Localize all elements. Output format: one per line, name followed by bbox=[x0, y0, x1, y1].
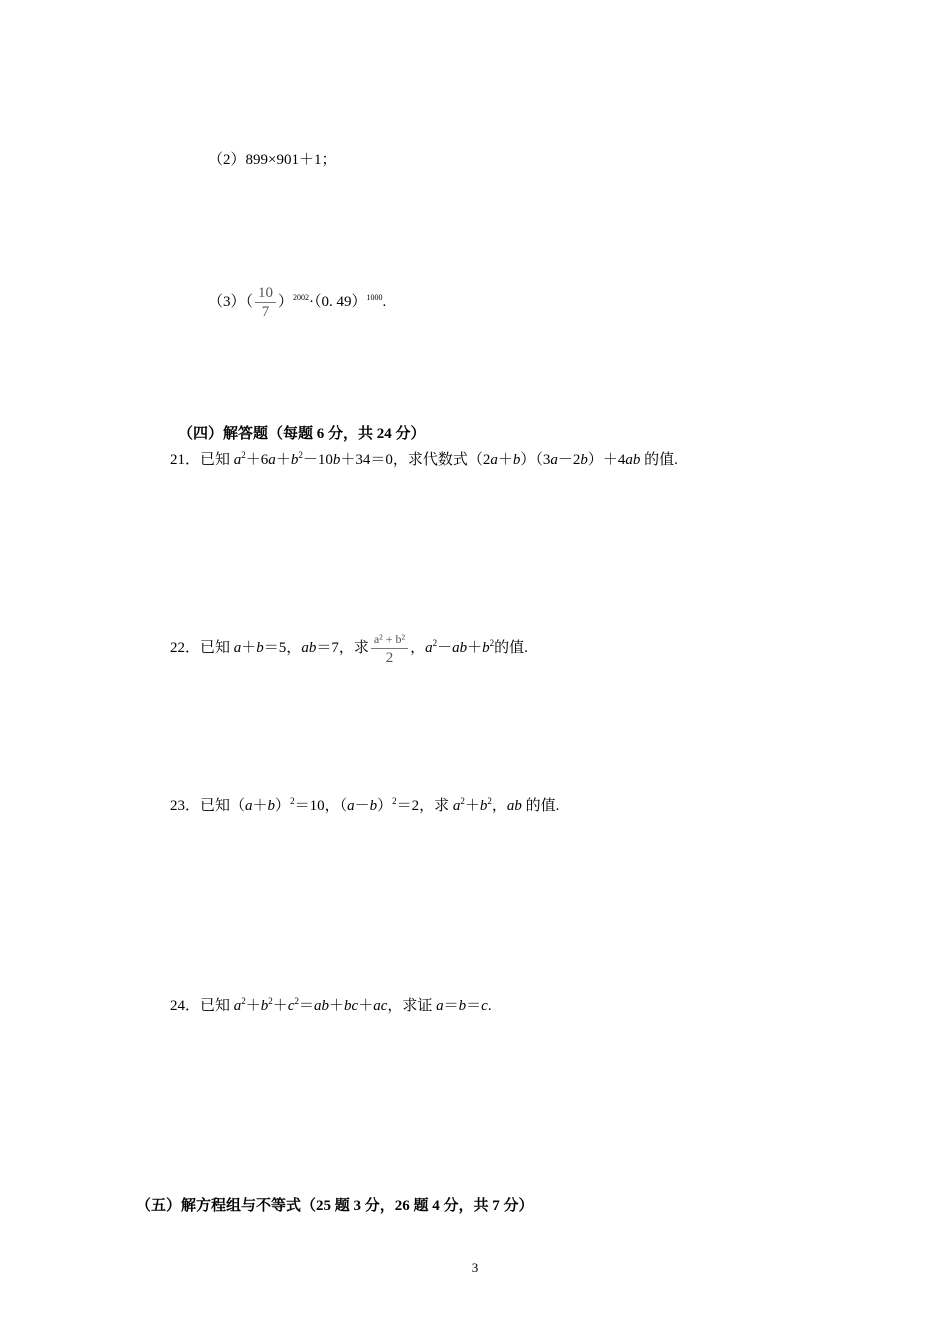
var-a: a bbox=[245, 798, 253, 814]
exponent-2: 2 bbox=[489, 637, 495, 648]
q23-term: ） bbox=[377, 798, 393, 814]
section-5-heading bbox=[136, 1196, 534, 1216]
q24-lead: 已知 bbox=[200, 998, 234, 1014]
q23-end: 的值. bbox=[521, 798, 560, 814]
question-number: 22． bbox=[170, 639, 201, 656]
q22-term: － bbox=[437, 639, 453, 656]
problem-3-end: . bbox=[382, 293, 387, 310]
var-b: b bbox=[512, 452, 521, 468]
q21-term: ＋34＝0，求代数式（2 bbox=[340, 452, 491, 468]
q22-term: ＋ bbox=[241, 639, 257, 656]
page-number: 3 bbox=[471, 1260, 479, 1275]
fraction-numerator: 10 bbox=[258, 285, 274, 301]
fraction-sum-of-squares-over-2 bbox=[371, 630, 408, 667]
fraction-numerator: a² + b² bbox=[373, 632, 406, 646]
section-4-heading bbox=[178, 424, 426, 444]
var-b: b bbox=[267, 798, 276, 814]
question-number: 24． bbox=[170, 998, 201, 1014]
exponent-2: 2 bbox=[268, 996, 273, 1006]
var-b: b bbox=[458, 998, 467, 1014]
exponent-1000: 1000 bbox=[366, 292, 383, 302]
var-b: b bbox=[369, 798, 378, 814]
q24-term: ＋ bbox=[358, 998, 374, 1014]
exponent-2: 2 bbox=[460, 796, 465, 806]
question-23 bbox=[170, 796, 559, 816]
q22-lead: 已知 bbox=[200, 639, 234, 656]
q23-term: ＝10，（ bbox=[294, 798, 348, 814]
var-b: b bbox=[479, 798, 488, 814]
q21-term: ＋ bbox=[275, 452, 291, 468]
exponent-2: 2 bbox=[241, 996, 246, 1006]
fraction-10-over-7 bbox=[255, 284, 276, 321]
question-24 bbox=[170, 996, 492, 1016]
q24-term: ＋ bbox=[272, 998, 288, 1014]
var-ab: ab bbox=[625, 452, 641, 468]
var-ab: ab bbox=[314, 998, 329, 1014]
q24-end: . bbox=[487, 998, 492, 1014]
q21-term: ）＋4 bbox=[587, 452, 626, 468]
exponent-2: 2 bbox=[241, 450, 246, 460]
problem-3 bbox=[208, 284, 386, 321]
var-b: b bbox=[482, 639, 490, 656]
var-ab: ab bbox=[506, 798, 522, 814]
var-b: b bbox=[260, 998, 269, 1014]
problem-3-middle: ·（0. 49） bbox=[309, 293, 367, 310]
q24-term: ＋ bbox=[245, 998, 261, 1014]
var-b: b bbox=[290, 452, 299, 468]
exponent-2: 2 bbox=[294, 996, 299, 1006]
var-a: a bbox=[425, 639, 433, 656]
q23-term: ＝2，求 bbox=[396, 798, 453, 814]
q24-term: ＝ bbox=[466, 998, 482, 1014]
exponent-2002: 2002 bbox=[293, 292, 310, 302]
var-a: a bbox=[452, 798, 461, 814]
exponent-2: 2 bbox=[392, 796, 397, 806]
question-22 bbox=[170, 630, 528, 667]
q23-term: ） bbox=[275, 798, 291, 814]
q21-term: －2 bbox=[557, 452, 581, 468]
var-ab: ab bbox=[301, 639, 317, 656]
q24-term: ＝ bbox=[298, 998, 314, 1014]
var-a: a bbox=[233, 452, 242, 468]
q24-term: ，求证 bbox=[387, 998, 437, 1014]
var-a: a bbox=[550, 452, 558, 468]
q24-term: ＝ bbox=[443, 998, 459, 1014]
var-ab: ab bbox=[452, 639, 468, 656]
q21-lead: 已知 bbox=[200, 452, 234, 468]
fraction-denominator: 2 bbox=[385, 650, 394, 666]
var-a: a bbox=[347, 798, 355, 814]
question-21 bbox=[170, 450, 678, 470]
q22-end: 的值. bbox=[494, 639, 528, 656]
exponent-2: 2 bbox=[298, 450, 303, 460]
var-bc: bc bbox=[344, 998, 359, 1014]
var-c: c bbox=[287, 998, 295, 1014]
question-number: 23． bbox=[170, 798, 201, 814]
q22-term: ＝5， bbox=[263, 639, 302, 656]
q24-term: ＋ bbox=[329, 998, 345, 1014]
q23-term: － bbox=[354, 798, 370, 814]
var-b: b bbox=[332, 452, 341, 468]
section-5-heading-text: （五）解方程组与不等式（25 题 3 分，26 题 4 分，共 7 分） bbox=[136, 1198, 534, 1214]
question-number: 21． bbox=[170, 452, 201, 468]
exponent-2: 2 bbox=[290, 796, 295, 806]
problem-2-text: （2）899×901＋1； bbox=[208, 152, 337, 168]
problem-3-close: ） bbox=[278, 293, 294, 310]
exponent-2: 2 bbox=[487, 796, 492, 806]
q21-end: 的值. bbox=[640, 452, 678, 468]
var-b: b bbox=[256, 639, 264, 656]
q23-term: ＋ bbox=[464, 798, 480, 814]
q22-term: ， bbox=[410, 639, 426, 656]
problem-2 bbox=[208, 150, 336, 170]
q22-term: ＋ bbox=[467, 639, 483, 656]
var-ac: ac bbox=[373, 998, 388, 1014]
q21-term: ）（3 bbox=[520, 452, 551, 468]
fraction-denominator: 7 bbox=[261, 304, 270, 320]
exponent-2: 2 bbox=[432, 637, 438, 648]
var-a: a bbox=[268, 452, 276, 468]
var-c: c bbox=[481, 998, 488, 1014]
var-a: a bbox=[436, 998, 444, 1014]
q23-lead: 已知（ bbox=[200, 798, 246, 814]
q21-term: ＋ bbox=[497, 452, 513, 468]
q21-term: －10 bbox=[302, 452, 333, 468]
q21-term: ＋6 bbox=[245, 452, 269, 468]
problem-3-prefix: （3）（ bbox=[208, 293, 254, 310]
var-a: a bbox=[233, 998, 242, 1014]
section-4-heading-text: （四）解答题（每题 6 分，共 24 分） bbox=[178, 426, 426, 442]
var-a: a bbox=[233, 639, 242, 656]
var-a: a bbox=[490, 452, 498, 468]
q23-term: ＋ bbox=[252, 798, 268, 814]
q23-term: ， bbox=[491, 798, 507, 814]
q22-term: ＝7，求 bbox=[316, 639, 369, 656]
var-b: b bbox=[580, 452, 588, 468]
